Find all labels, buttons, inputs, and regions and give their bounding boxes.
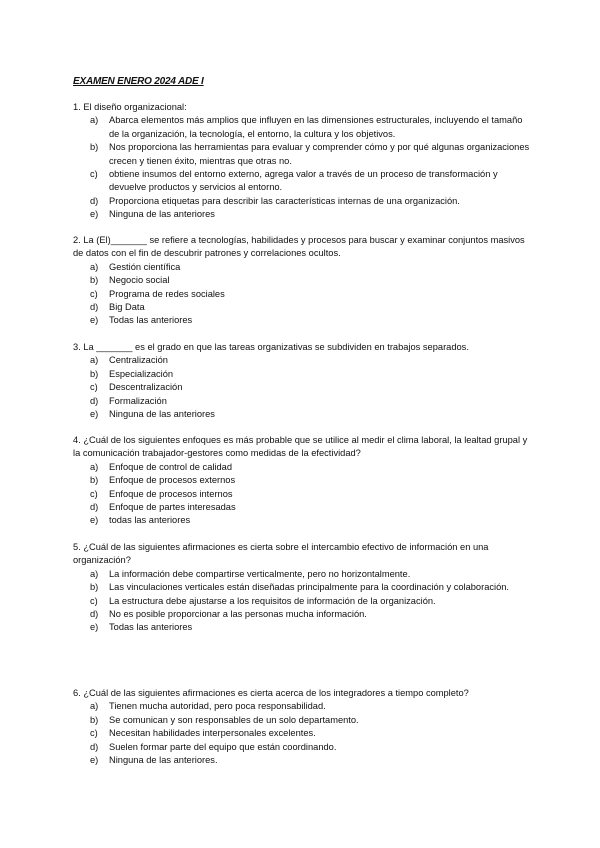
option-text: Enfoque de procesos externos <box>109 475 236 486</box>
option-e <box>73 208 533 221</box>
option-a <box>73 261 533 274</box>
option-letter: e) <box>90 409 99 420</box>
option-b <box>73 274 533 287</box>
option-text: Necesitan habilidades interpersonales excelentes. <box>109 728 316 739</box>
question-4 <box>73 434 533 528</box>
option-text: Enfoque de partes interesadas <box>109 502 236 513</box>
option-text: No es posible proporcionar a las personas mucha información. <box>109 609 367 620</box>
option-text: todas las anteriores <box>109 515 191 526</box>
option-letter: a) <box>90 115 99 126</box>
question-5 <box>73 541 533 635</box>
option-text: La información debe compartirse verticalmente, pero no horizontalmente. <box>109 568 411 579</box>
option-letter: b) <box>90 142 99 153</box>
option-d <box>73 608 533 621</box>
option-d <box>73 301 533 314</box>
option-text: Suelen formar parte del equipo que están coordinando. <box>109 741 337 752</box>
option-letter: c) <box>90 728 98 739</box>
option-letter: b) <box>90 275 99 286</box>
option-letter: d) <box>90 609 99 620</box>
options-list <box>73 114 533 221</box>
option-text: Se comunican y son responsables de un solo departamento. <box>109 714 359 725</box>
option-e <box>73 314 533 327</box>
question-1 <box>73 101 533 222</box>
question-text: 3. La _______ es el grado en que las tareas organizativas se subdividen en trabajos separados. <box>73 342 469 352</box>
option-d <box>73 501 533 514</box>
options-list <box>73 461 533 528</box>
option-b <box>73 368 533 381</box>
option-text: Ninguna de las anteriores. <box>109 755 218 766</box>
option-letter: e) <box>90 315 99 326</box>
option-letter: b) <box>90 368 99 379</box>
option-letter: b) <box>90 475 99 486</box>
option-c <box>73 488 533 501</box>
option-letter: a) <box>90 701 99 712</box>
option-a <box>73 700 533 713</box>
option-letter: b) <box>90 714 99 725</box>
question-text: 2. La (El)_______ se refiere a tecnologías, habilidades y procesos para buscar y examinar conjuntos masivos de datos con el fin de descubrir patrones y correlaciones ocultos. <box>73 235 525 259</box>
options-list <box>73 568 533 635</box>
option-letter: a) <box>90 261 99 272</box>
option-e <box>73 621 533 634</box>
option-a <box>73 461 533 474</box>
option-text: Negocio social <box>109 275 170 286</box>
question-text: 4. ¿Cuál de los siguientes enfoques es más probable que se utilice al medir el clima laboral, la lealtad grupal y la comunicación trabajador-gestores como medidas de la efectividad? <box>73 435 528 459</box>
option-text: Especialización <box>109 368 174 379</box>
option-letter: a) <box>90 461 99 472</box>
option-text: Todas las anteriores <box>109 315 193 326</box>
option-letter: d) <box>90 741 99 752</box>
option-letter: d) <box>90 195 99 206</box>
option-letter: d) <box>90 502 99 513</box>
option-d <box>73 195 533 208</box>
options-list <box>73 354 533 421</box>
option-letter: d) <box>90 395 99 406</box>
option-text: Tienen mucha autoridad, pero poca responsabilidad. <box>109 701 326 712</box>
option-letter: c) <box>90 288 98 299</box>
option-text: Formalización <box>109 395 167 406</box>
option-text: Gestión científica <box>109 261 181 272</box>
option-c <box>73 381 533 394</box>
option-letter: c) <box>90 169 98 180</box>
option-text: Ninguna de las anteriores <box>109 209 215 220</box>
option-b <box>73 141 533 168</box>
option-text: Nos proporciona las herramientas para evaluar y comprender cómo y por qué algunas organizaciones crecen y tienen éxito, mientras que otras no. <box>109 142 530 166</box>
question-3 <box>73 341 533 421</box>
option-e <box>73 754 533 767</box>
option-letter: c) <box>90 488 98 499</box>
option-text: Programa de redes sociales <box>109 288 225 299</box>
option-text: Big Data <box>109 302 145 313</box>
question-2 <box>73 234 533 328</box>
option-letter: e) <box>90 515 99 526</box>
option-letter: e) <box>90 209 99 220</box>
option-c <box>73 168 533 195</box>
option-d <box>73 395 533 408</box>
option-b <box>73 474 533 487</box>
option-letter: c) <box>90 595 98 606</box>
option-text: La estructura debe ajustarse a los requisitos de información de la organización. <box>109 595 436 606</box>
question-text: 6. ¿Cuál de las siguientes afirmaciones es cierta acerca de los integradores a tiempo completo? <box>73 688 469 698</box>
option-text: Todas las anteriores <box>109 622 193 633</box>
option-text: Enfoque de control de calidad <box>109 461 233 472</box>
option-b <box>73 714 533 727</box>
option-a <box>73 568 533 581</box>
option-a <box>73 354 533 367</box>
option-text: Centralización <box>109 355 168 366</box>
options-list <box>73 261 533 328</box>
question-text: 1. El diseño organizacional: <box>73 102 187 112</box>
option-letter: a) <box>90 355 99 366</box>
option-e <box>73 408 533 421</box>
option-text: Enfoque de procesos internos <box>109 488 233 499</box>
option-letter: b) <box>90 582 99 593</box>
option-text: Proporciona etiquetas para describir las características internas de una organización. <box>109 195 460 206</box>
option-text: Ninguna de las anteriores <box>109 409 215 420</box>
option-letter: e) <box>90 622 99 633</box>
option-d <box>73 741 533 754</box>
option-text: Las vinculaciones verticales están diseñadas principalmente para la coordinación y colaboración. <box>109 582 509 593</box>
option-letter: d) <box>90 302 99 313</box>
option-text: obtiene insumos del entorno externo, agrega valor a través de un proceso de transformación y devuelve productos y servicios al entorno. <box>109 169 498 193</box>
option-c <box>73 288 533 301</box>
exam-title: EXAMEN ENERO 2024 ADE I <box>73 76 204 87</box>
option-c <box>73 727 533 740</box>
question-6 <box>73 687 533 767</box>
option-letter: a) <box>90 568 99 579</box>
option-text: Abarca elementos más amplios que influyen en las dimensiones estructurales, incluyendo el tamaño de la organización, la tecnología, el entorno, la cultura y los objetivos. <box>109 115 523 139</box>
option-letter: e) <box>90 755 99 766</box>
option-c <box>73 595 533 608</box>
option-b <box>73 581 533 594</box>
question-text: 5. ¿Cuál de las siguientes afirmaciones es cierta sobre el intercambio efectivo de información en una organización? <box>73 542 489 566</box>
options-list <box>73 700 533 767</box>
option-text: Descentralización <box>109 382 183 393</box>
option-a <box>73 114 533 141</box>
option-letter: c) <box>90 382 98 393</box>
option-e <box>73 514 533 527</box>
